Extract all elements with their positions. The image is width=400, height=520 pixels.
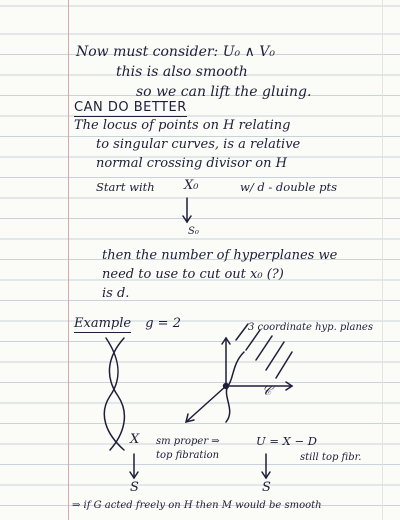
example-value: g = 2 bbox=[145, 316, 181, 331]
note-line-11: need to use to cut out x₀ (?) bbox=[102, 267, 284, 282]
note-line-12: is d. bbox=[102, 286, 130, 301]
right-note: still top fibr. bbox=[300, 452, 362, 463]
note-line-5: The locus of points on H relating bbox=[74, 118, 291, 133]
hatch-4 bbox=[266, 342, 284, 370]
note-line-3: so we can lift the gluing. bbox=[136, 84, 312, 100]
example-label: Example bbox=[74, 316, 132, 331]
note-line-9: S₀ bbox=[188, 226, 199, 237]
section-heading: CAN DO BETTER bbox=[74, 100, 187, 115]
left-x: X bbox=[130, 432, 140, 447]
hatch-5 bbox=[276, 352, 292, 378]
hatch-3 bbox=[256, 336, 272, 360]
note-line-8a: Start with bbox=[96, 180, 155, 194]
left-note-1: sm proper ⇒ bbox=[156, 436, 220, 447]
diagram-c-label: 𝒞 bbox=[262, 384, 272, 399]
note-line-2: this is also smooth bbox=[116, 64, 248, 80]
right-u: U = X − D bbox=[256, 434, 317, 448]
left-note-2: top fibration bbox=[156, 450, 220, 461]
origin-dot bbox=[223, 383, 229, 389]
hatch-2 bbox=[246, 330, 260, 350]
note-line-8c: w/ d - double pts bbox=[240, 180, 338, 194]
note-line-1: Now must consider: U₀ ∧ V₀ bbox=[76, 44, 276, 60]
note-line-6: to singular curves, is a relative bbox=[96, 137, 301, 152]
note-line-7: normal crossing divisor on H bbox=[96, 156, 287, 171]
right-s: S bbox=[262, 480, 271, 495]
left-s: S bbox=[130, 480, 139, 495]
final-line: ⇒ if G acted freely on H then M would be smooth bbox=[72, 500, 322, 511]
axis-diagonal bbox=[186, 386, 226, 422]
coordinate-label: 3 coordinate hyp. planes bbox=[248, 322, 373, 333]
note-line-10: then the number of hyperplanes we bbox=[102, 248, 338, 263]
hatch-1 bbox=[236, 324, 248, 340]
note-line-8b: X₀ bbox=[184, 178, 199, 193]
